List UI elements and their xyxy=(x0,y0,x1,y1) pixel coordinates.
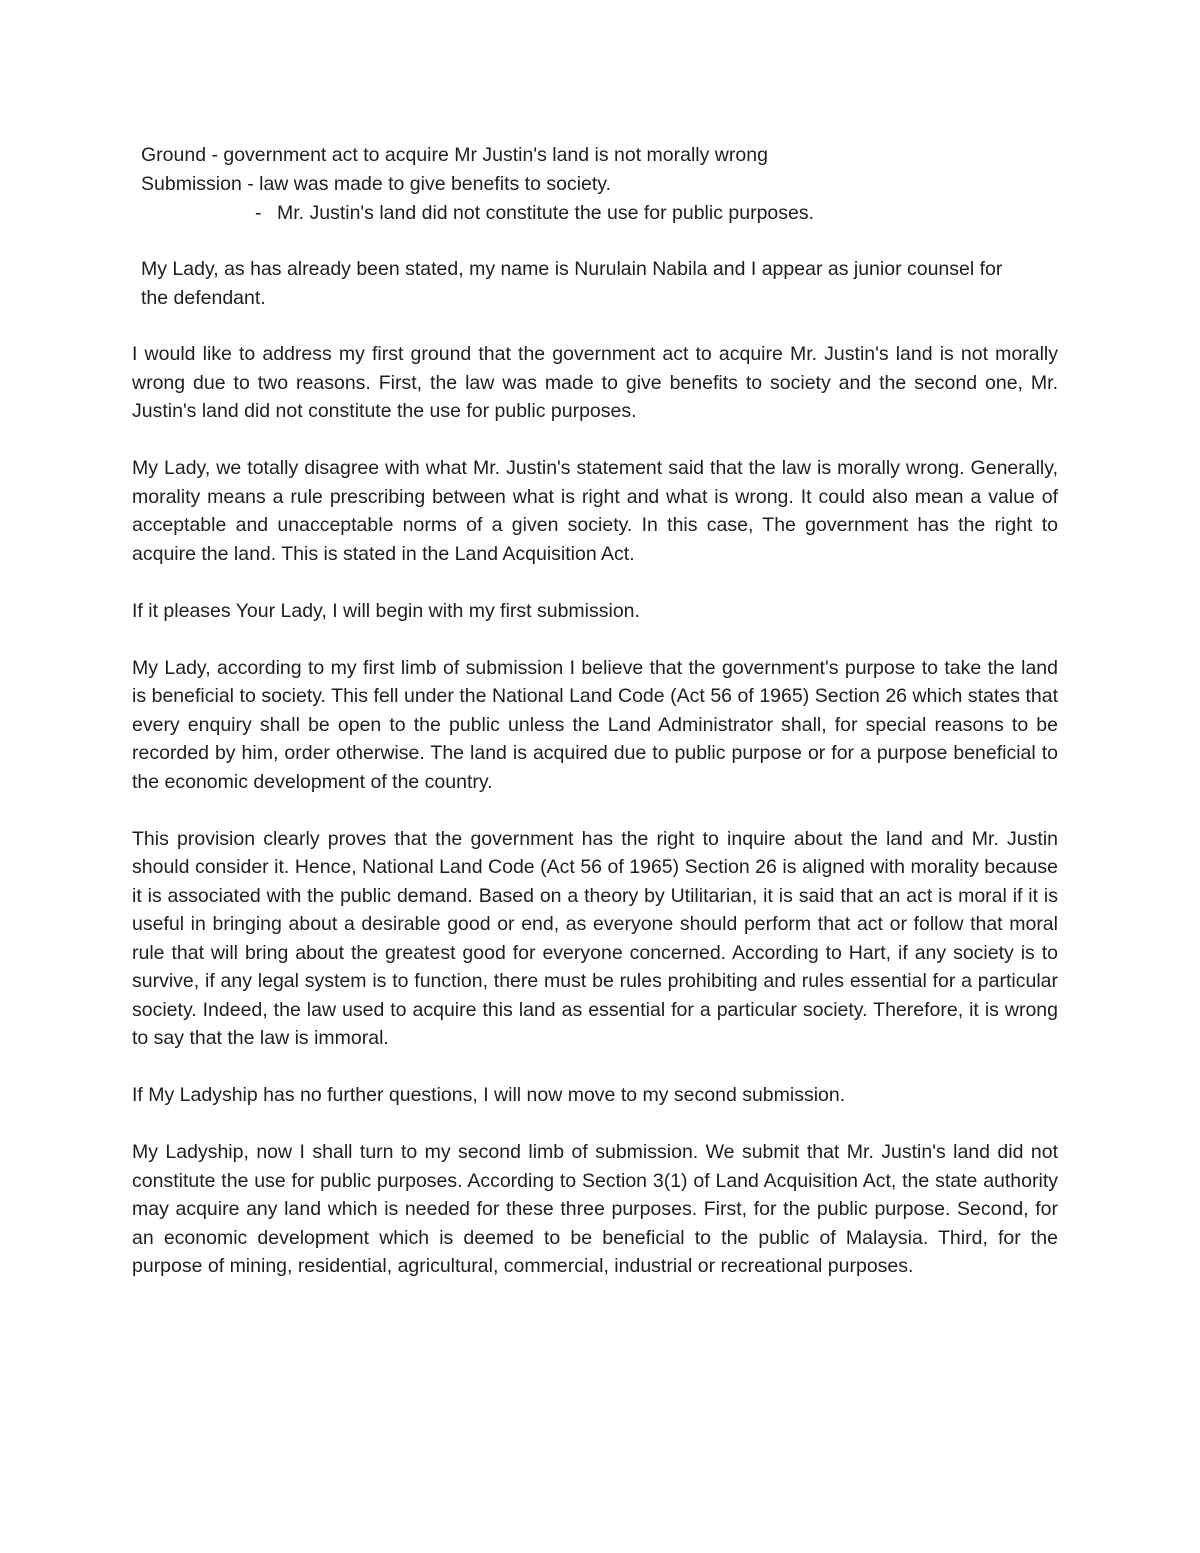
paragraph-move-second: If My Ladyship has no further questions, I will now move to my second submission. xyxy=(132,1084,846,1106)
paragraph-provision: This provision clearly proves that the government has the right to inquire about the land and Mr. Justin should consider it. Hence, National Land Code (Act 56 of 1965) Section 26 is aligned with morality because it is associated with the public demand. Based on a theory by Utilitarian, it is said that an act is moral if it is useful in bringing about a desirable good or end, as everyone should perform that act or follow that moral rule that will bring about the greatest good for everyone concerned. According to Hart, if any society is to survive, if any legal system is to function, there must be rules prohibiting and rules essential for a particular society. Indeed, the law used to acquire this land as essential for a particular society. Therefore, it is wrong to say that the law is immoral. xyxy=(132,827,1058,1049)
outline-sub-point xyxy=(255,199,1041,228)
paragraph-second-limb: My Ladyship, now I shall turn to my second limb of submission. We submit that Mr. Justin's land did not constitute the use for public purposes. According to Section 3(1) of Land Acquisition Act, the state authority may acquire any land which is needed for these three purposes. First, for the public purpose. Second, for an economic development which is deemed to be beneficial to the public of Malaysia. Third, for the purpose of mining, residential, agricultural, commercial, industrial or recreational purposes. xyxy=(132,1141,1058,1277)
outline-sub-point-text: Mr. Justin's land did not constitute the use for public purposes. xyxy=(277,202,815,224)
paragraph-disagree: My Lady, we totally disagree with what Mr. Justin's statement said that the law is morally wrong. Generally, morality means a rule prescribing between what is right and what is wrong. It could also mean a value of acceptable and unacceptable norms of a given society. In this case, The government has the right to acquire the land. This is stated in the Land Acquisition Act. xyxy=(132,457,1058,565)
paragraph-begin-submission: If it pleases Your Lady, I will begin with my first submission. xyxy=(132,599,640,622)
outline-ground: Ground - government act to acquire Mr Justin's land is not morally wrong xyxy=(141,144,768,166)
outline-submission: Submission - law was made to give benefits to society. xyxy=(141,173,612,195)
outline-block xyxy=(141,141,1041,228)
intro-paragraph: My Lady, as has already been stated, my name is Nurulain Nabila and I appear as junior counsel for the defendant. xyxy=(141,258,1003,309)
body-text xyxy=(132,340,1058,1309)
paragraph-first-limb: My Lady, according to my first limb of submission I believe that the government's purpose to take the land is beneficial to society. This fell under the National Land Code (Act 56 of 1965) Section 26 which states that every enquiry shall be open to the public unless the Land Administrator shall, for special reasons to be recorded by him, order otherwise. The land is acquired due to public purpose or for a purpose beneficial to the economic development of the country. xyxy=(132,656,1058,793)
paragraph-first-ground: I would like to address my first ground that the government act to acquire Mr. Justin's land is not morally wrong due to two reasons. First, the law was made to give benefits to society and the second one, Mr. Justin's land did not constitute the use for public purposes. xyxy=(132,343,1058,422)
outline-dash: - xyxy=(255,202,262,224)
